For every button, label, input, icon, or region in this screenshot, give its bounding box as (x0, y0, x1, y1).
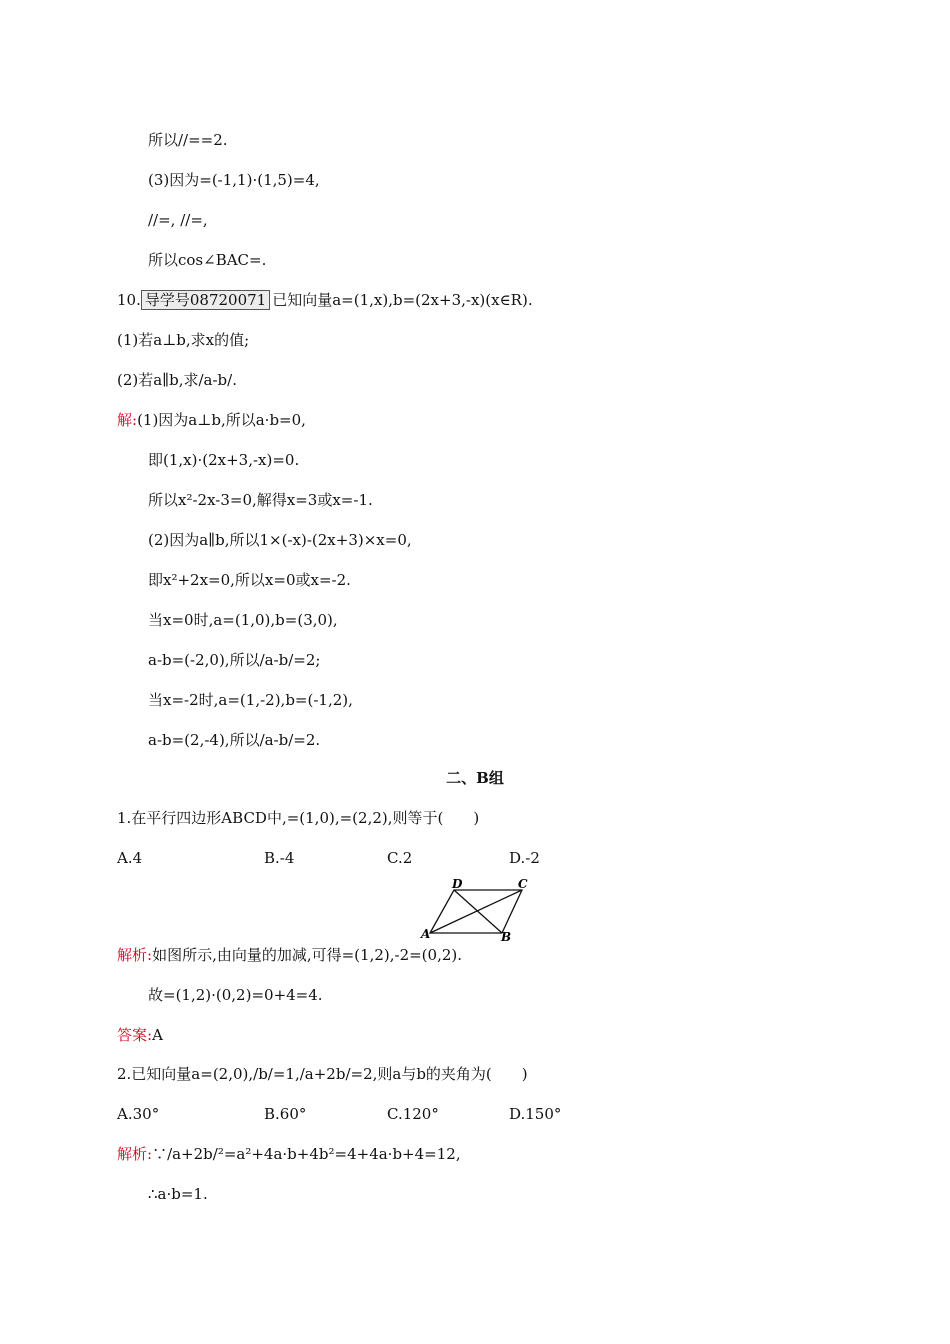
question-1-option-a: A.4 (117, 849, 143, 867)
solution-label: 解: (117, 411, 138, 429)
vertex-label-a: A (421, 927, 431, 941)
prev-solution-line-1: 所以//==2. (148, 131, 228, 149)
prev-solution-line-3: //=, //=, (148, 211, 208, 229)
question-2-analysis-line-2: ∴a·b=1. (148, 1185, 208, 1203)
question-2-option-c: C.120° (387, 1105, 439, 1123)
analysis-label: 解析: (117, 946, 153, 964)
solution-line-2: 即(1,x)·(2x+3,-x)=0. (148, 451, 300, 469)
question-1-analysis-line-2: 故=(1,2)·(0,2)=0+4=4. (148, 986, 323, 1004)
question-2-analysis-line-1 (117, 1144, 461, 1164)
question-2-option-b: B.60° (264, 1105, 307, 1123)
vertex-label-c: C (518, 878, 528, 891)
analysis-label-2: 解析: (117, 1145, 153, 1163)
question-2: 2.已知向量a=(2,0),/b/=1,/a+2b/=2,则a与b的夹角为( ) (117, 1065, 528, 1083)
solution-line-4: (2)因为a∥b,所以1×(-x)-(2x+3)×x=0, (148, 531, 412, 549)
question-2-option-a: A.30° (117, 1105, 160, 1123)
solution-line-5: 即x²+2x=0,所以x=0或x=-2. (148, 571, 351, 589)
question-1-option-b: B.-4 (264, 849, 295, 867)
solution-line-9: a-b=(2,-4),所以/a-b/=2. (148, 731, 321, 749)
question-1-analysis-line-1 (117, 945, 462, 965)
question-1: 1.在平行四边形ABCD中,=(1,0),=(2,2),则等于( ) (117, 809, 480, 827)
question-id-tag[interactable]: 导学号08720071 (141, 290, 270, 310)
answer-label: 答案: (117, 1026, 153, 1044)
question-10-part-1: (1)若a⊥b,求x的值; (117, 331, 250, 349)
solution-line-6: 当x=0时,a=(1,0),b=(3,0), (148, 611, 338, 629)
diagonal-bd (454, 890, 502, 933)
solution-text-1: (1)因为a⊥b,所以a·b=0, (137, 411, 306, 429)
prev-solution-line-2: (3)因为=(-1,1)·(1,5)=4, (148, 171, 320, 189)
question-10-text: 已知向量a=(1,x),b=(2x+3,-x)(x∈R). (272, 291, 533, 309)
analysis-text-2: ∵/a+2b/²=a²+4a·b+4b²=4+4a·b+4=12, (152, 1145, 461, 1163)
solution-line-8: 当x=-2时,a=(1,-2),b=(-1,2), (148, 691, 353, 709)
prev-solution-line-4: 所以cos∠BAC=. (148, 251, 267, 269)
solution-line-7: a-b=(-2,0),所以/a-b/=2; (148, 651, 321, 669)
question-2-option-d: D.150° (509, 1105, 562, 1123)
solution-line-1 (117, 410, 306, 430)
analysis-text-1: 如图所示,由向量的加减,可得=(1,2),-2=(0,2). (152, 946, 463, 964)
vertex-label-b: B (501, 930, 512, 942)
question-10: 10. 导学号08720071 已知向量a=(1,x),b=(2x+3,-x)(x∈R). (117, 291, 533, 309)
answer-value: A (152, 1026, 163, 1044)
solution-line-3: 所以x²-2x-3=0,解得x=3或x=-1. (148, 491, 373, 509)
question-1-answer (117, 1025, 163, 1045)
section-heading-b: 二、B组 (446, 769, 504, 787)
question-10-part-2: (2)若a∥b,求/a-b/. (117, 371, 237, 389)
vertex-label-d: D (452, 878, 463, 891)
diagonal-ac (430, 890, 522, 933)
question-1-option-d: D.-2 (509, 849, 540, 867)
parallelogram-figure (418, 878, 534, 942)
question-1-option-c: C.2 (387, 849, 413, 867)
